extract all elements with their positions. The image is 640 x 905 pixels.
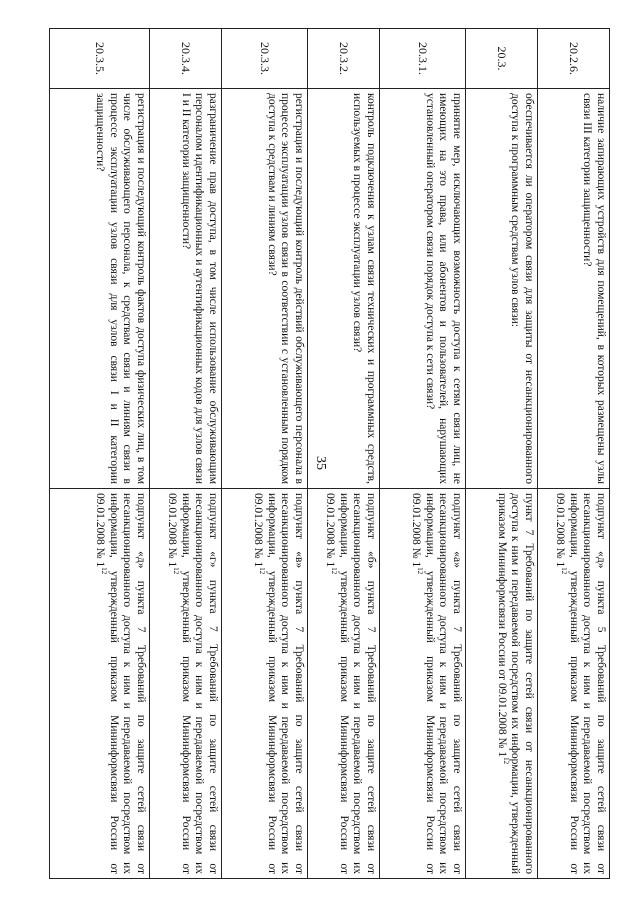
row-question: наличие запирающих устройств для помещений, в которых размещены узлы связи III категории защищенности? — [538, 89, 610, 489]
footnote-mark: 12 — [258, 567, 267, 575]
table-row — [538, 29, 610, 879]
footnote-mark: 12 — [560, 567, 569, 575]
row-reference — [50, 489, 150, 879]
table-row — [222, 29, 308, 879]
requirements-table-body — [50, 29, 610, 879]
row-question: регистрация и последующий контроль фактов доступа физических лиц, в том числе обслуживающего персонала, к средствам связи и линиям связи в процессе эксплуатации узлов связи для узлов связи I и II категории защищенности? — [50, 89, 150, 489]
row-reference — [380, 489, 466, 879]
row-reference — [308, 489, 380, 879]
row-number: 20.3.5. — [50, 29, 150, 89]
row-reference — [222, 489, 308, 879]
table-row — [50, 29, 150, 879]
table-row — [466, 29, 538, 879]
footnote-mark: 12 — [172, 567, 181, 575]
row-number: 20.2.6. — [538, 29, 610, 89]
row-number: 20.3.1. — [380, 29, 466, 89]
row-question: контроль подключения к узлам связи технических и программных средств, используемых в процессе эксплуатации узлов связи? — [308, 89, 380, 489]
reference-text: подпункт «в» пункта 7 Требований по защите сетей связи от несанкционированного доступа к ним и передаваемой посредством их информации, утвержденный приказом Мининформсвязи России от 09.01.2008 № 1 — [252, 493, 305, 874]
reference-text: подпункт «а» пункта 7 Требований по защите сетей связи от несанкционированного доступа к ним и передаваемой посредством их информации, утвержденный приказом Мининформсвязи России от 09.01.2008 № 1 — [410, 493, 463, 874]
footnote-mark: 12 — [100, 567, 109, 575]
footnote-mark: 12 — [416, 567, 425, 575]
table-row — [380, 29, 466, 879]
page-number: 35 — [313, 456, 328, 470]
reference-text: пункт 7 Требований по защите сетей связи от несанкционированного доступа к ним и передаваемой посредством их информации, утвержденный приказом Мининформсвязи России от 09.01.2008 № 1 — [496, 493, 535, 874]
row-number: 20.3.3. — [222, 29, 308, 89]
rotated-table-wrapper — [50, 28, 610, 878]
footnote-mark: 12 — [501, 757, 510, 765]
row-question: разграничение прав доступа, в том числе использование обслуживающим персоналом идентификационных и аутентификационных кодов для узлов связи I и II категории защищенности? — [150, 89, 222, 489]
row-question: регистрация и последующий контроль действий обслуживающего персонала в процессе эксплуатации узлов связи в соответствии с установленным порядком доступа к средствам и линиям связи? — [222, 89, 308, 489]
table-row — [308, 29, 380, 879]
reference-text: подпункт «г» пункта 7 Требований по защите сетей связи от несанкционированного доступа к ним и передаваемой посредством их информации, утвержденный приказом Мининформсвязи России от 09.01.2008 № 1 — [166, 493, 219, 874]
row-reference — [150, 489, 222, 879]
reference-text: подпункт «д» пункта 5 Требований по защите сетей связи от несанкционированного доступа к ним и передаваемой посредством их информации, утвержденный приказом Мининформсвязи России от 09.01.2008 № 1 — [554, 493, 607, 874]
row-number: 20.3.2. — [308, 29, 380, 89]
row-reference — [466, 489, 538, 879]
footnote-mark: 12 — [330, 567, 339, 575]
row-number: 20.3.4. — [150, 29, 222, 89]
row-question: обеспечивается ли оператором связи для защиты от несанкционированного доступа к программным средствам узлов связи: — [466, 89, 538, 489]
reference-text: подпункт «д» пункта 7 Требований по защите сетей связи от несанкционированного доступа к ним и передаваемой посредством их информации, утвержденный приказом Мининформсвязи России от 09.01.2008 № 1 — [94, 493, 147, 874]
reference-text: подпункт «б» пункта 7 Требований по защите сетей связи от несанкционированного доступа к ним и передаваемой посредством их информации, утвержденный приказом Мининформсвязи России от 09.01.2008 № 1 — [324, 493, 377, 874]
row-question: принятие мер, исключающих возможность доступа к сетям связи лиц, не имеющих на это права, или абонентов и пользователей, нарушающих установленный оператором связи порядок доступа к сети связи? — [380, 89, 466, 489]
table-row — [150, 29, 222, 879]
requirements-table — [49, 28, 610, 879]
row-reference — [538, 489, 610, 879]
row-number: 20.3. — [466, 29, 538, 89]
